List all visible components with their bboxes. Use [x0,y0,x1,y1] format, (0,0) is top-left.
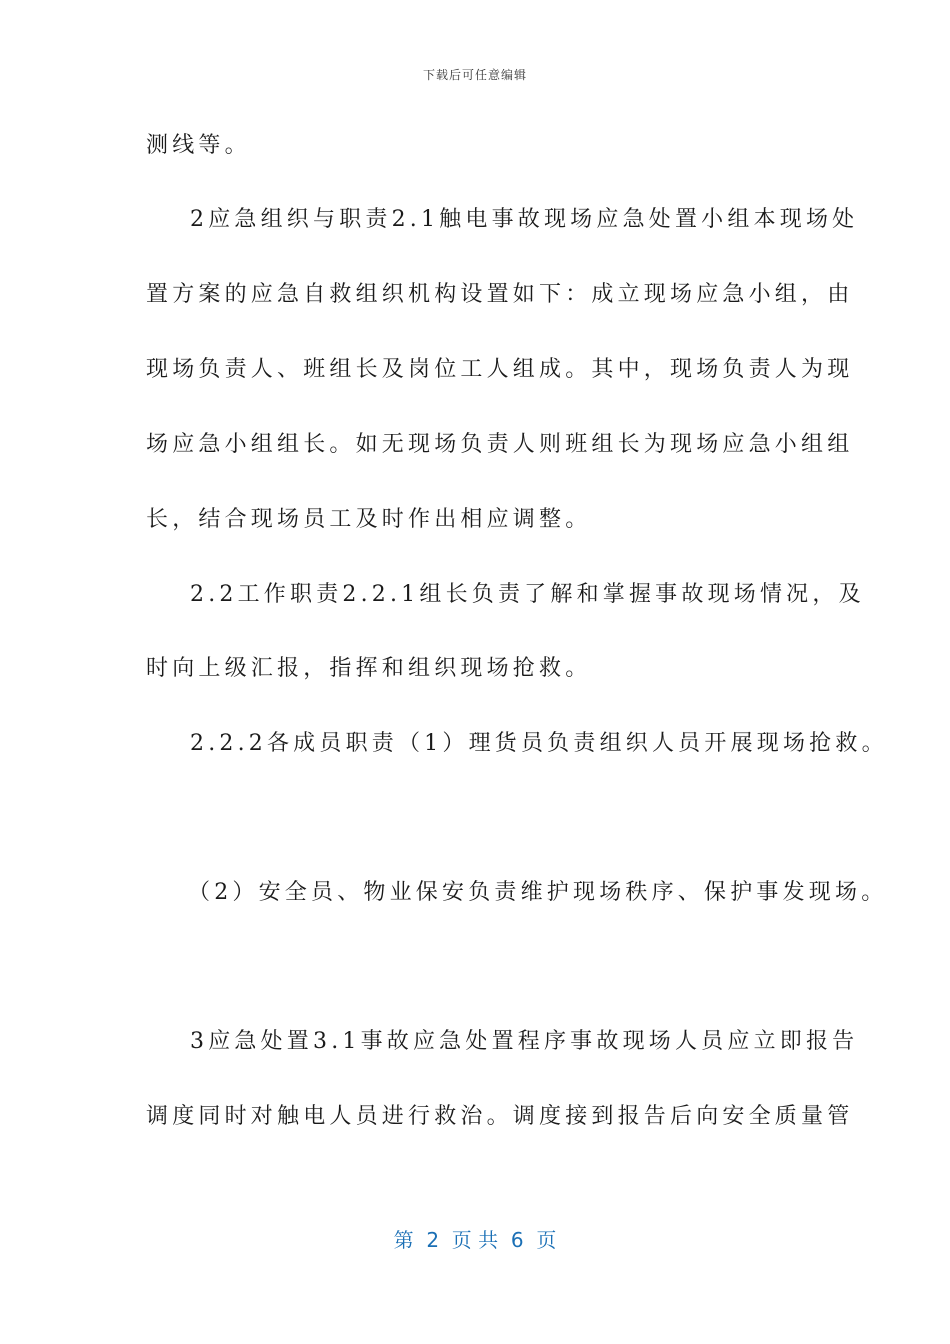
paragraph-start-line: 2应急组织与职责2.1触电事故现场应急处置小组本现场处 [190,207,859,232]
body-line: 调度同时对触电人员进行救治。调度接到报告后向安全质量管 [146,1104,854,1129]
paragraph-start-line: 2.2.2各成员职责（1）理货员负责组织人员开展现场抢救。 [190,731,888,756]
paragraph-start-line: （2）安全员、物业保安负责维护现场秩序、保护事发现场。 [188,880,888,905]
page-number-footer: 第 2 页 共 6 页 [393,1228,557,1252]
body-line: 置方案的应急自救组织机构设置如下：成立现场应急小组，由 [146,282,854,307]
page-header: 下载后可任意编辑 [422,68,527,82]
body-line: 时向上级汇报，指挥和组织现场抢救。 [146,656,592,681]
paragraph-start-line: 3应急处置3.1事故应急处置程序事故现场人员应立即报告 [190,1029,859,1054]
body-line: 测线等。 [146,133,251,158]
paragraph-start-line: 2.2工作职责2.2.1组长负责了解和掌握事故现场情况，及 [190,582,865,607]
body-line: 现场负责人、班组长及岗位工人组成。其中，现场负责人为现 [146,357,854,382]
body-line: 长，结合现场员工及时作出相应调整。 [146,507,592,532]
body-line: 场应急小组组长。如无现场负责人则班组长为现场应急小组组 [146,432,854,457]
